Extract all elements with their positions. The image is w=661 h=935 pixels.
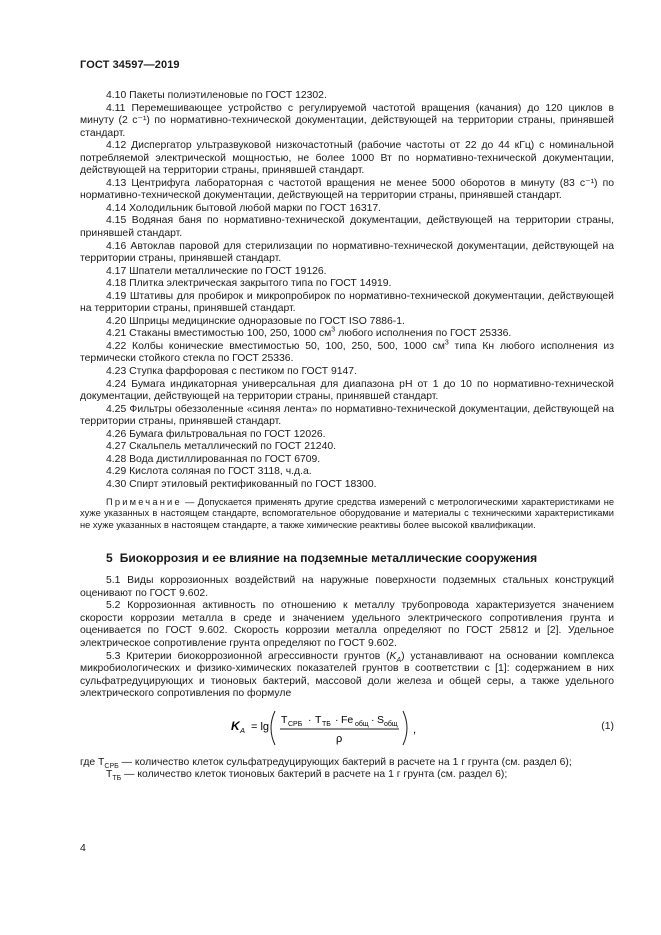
equation-number: (1) xyxy=(601,720,614,732)
document-body xyxy=(80,90,614,782)
item-4-22: 4.22 Колбы конические вместимостью 50, 100, 250, 500, 1000 $см^3$ типа Кн любого исполнения из термически стойкого стекла по ГОСТ 25336. xyxy=(80,339,614,365)
item-4-11: 4.11 Перемешивающее устройство с регулируемой частотой вращения (качания) до 120 циклов в минуту (2 с⁻¹) по нормативно-технической документации, действующей на территории страны, принявшей стандарт. xyxy=(80,102,614,139)
section-title: Биокоррозия и ее влияние на подземные металлические сооружения xyxy=(119,551,538,566)
item-4-12: 4.12 Диспергатор ультразвуковой низкочастотный (рабочие частоты от 22 до 44 кГц) с номинальной потребляемой электрической мощностью, не более 1000 Вт по нормативно-технической документации, действующей на территории страны, принявшей стандарт. xyxy=(80,140,614,177)
item-4-19: 4.19 Штативы для пробирок и микропробирок по нормативно-технической документации, действующей на территории страны, принявшей стандарт. xyxy=(80,290,614,315)
formula-t4: S xyxy=(377,713,385,726)
item-4-17: 4.17 Шпатели металлические по ГОСТ 19126. xyxy=(106,265,327,277)
note-label: Примечание xyxy=(106,496,182,507)
item-4-24: 4.24 Бумага индикаторная универсальная для диапазона рН от 1 до 10 по нормативно-технической документации, действующей на территории страны, принявшей стандарт. xyxy=(80,378,614,403)
item-4-10: 4.10 Пакеты полиэтиленовые по ГОСТ 12302. xyxy=(106,90,327,101)
formula-lhs: K xyxy=(231,718,240,733)
paragraph-5-3: 5.3 Критерии биокоррозионной агрессивности грунтов $(K_A)$ устанавливают на основании комплекса микробиологических и физико-химических показателей грунтов в соответствии с [1]: содержанием в них сульфатредуцирующих и тионовых бактерий, массовой доли железа и общей серы, а также удельного электрического сопротивления по формуле xyxy=(80,650,614,700)
formula-tail: , xyxy=(413,723,417,736)
item-4-25: 4.25 Фильтры обеззоленные «синяя лента» по нормативно-технической документации, действующей на территории страны, принявшей стандарт. xyxy=(80,403,614,428)
formula-denominator: ρ xyxy=(336,732,343,745)
item-4-15: 4.15 Водяная баня по нормативно-технической документации, действующей на территории страны, принявшей стандарт. xyxy=(80,215,614,240)
item-4-26: 4.26 Бумага фильтровальная по ГОСТ 12026. xyxy=(106,428,326,440)
page-number: 4 xyxy=(80,842,86,854)
section-number: 5 xyxy=(106,551,113,566)
formula-t1-sub: СРБ xyxy=(288,720,303,728)
formula-right-paren xyxy=(403,711,407,745)
formula-t4-sub: общ xyxy=(384,720,398,728)
formula-row xyxy=(80,705,614,751)
item-4-18: 4.18 Плитка электрическая закрытого типа по ГОСТ 14919. xyxy=(106,278,392,290)
formula-lhs-sub: A xyxy=(240,725,246,735)
formula-t3-sub: общ xyxy=(355,720,369,728)
item-4-30: 4.30 Спирт этиловый ректификованный по ГОСТ 18300. xyxy=(106,478,377,490)
where-block xyxy=(80,757,614,782)
formula-dot-2: · xyxy=(335,713,339,726)
where-line-2: $T_{ТБ}$ — количество клеток тионовых бактерий в расчете на 1 г грунта (см. раздел 6); xyxy=(106,769,508,783)
formula-t3: Fe xyxy=(341,713,354,726)
formula-dot-3: · xyxy=(371,713,375,726)
item-4-23: 4.23 Ступка фарфоровая с пестиком по ГОСТ 9147. xyxy=(106,366,357,378)
note-text: — Допускается применять другие средства измерений с метрологическими характеристиками не хуже указанных в настоящем стандарте, вспомогательное оборудование и материалы с техническими характеристиками не хуже указанных в настоящем стандарте, а также химические реактивы более высокой квалификации. xyxy=(80,496,614,530)
where-line-1: где $T_{СРБ}$ — количество клеток сульфатредуцирующих бактерий в расчете на 1 г грунта (см. раздел 6); xyxy=(80,756,572,770)
formula-left-paren xyxy=(271,711,275,745)
item-4-14: 4.14 Холодильник бытовой любой марки по ГОСТ 16317. xyxy=(106,202,382,214)
item-4-16: 4.16 Автоклав паровой для стерилизации по нормативно-технической документации, действующей на территории страны, принявшей стандарт. xyxy=(80,240,614,265)
section-heading xyxy=(80,551,614,565)
paragraph-5-1: 5.1 Виды коррозионных воздействий на наружные поверхности подземных стальных конструкций оценивают по ГОСТ 9.602. xyxy=(80,575,614,599)
item-4-28: 4.28 Вода дистиллированная по ГОСТ 6709. xyxy=(106,453,321,465)
document-header: ГОСТ 34597—2019 xyxy=(80,59,180,71)
item-4-21: 4.21 Стаканы вместимостью 100, 250, 1000 $см^3$ любого исполнения по ГОСТ 25336. xyxy=(106,326,512,340)
formula-t2-sub: ТБ xyxy=(322,720,331,728)
item-4-13: 4.13 Центрифуга лабораторная с частотой вращения не менее 5000 оборотов в минуту (83 с⁻¹) по нормативно-технической документации, действующей на территории страны, принявшей стандарт. xyxy=(80,177,614,202)
item-4-20: 4.20 Шприцы медицинские одноразовые по ГОСТ ISO 7886-1. xyxy=(106,315,405,327)
item-4-29: 4.29 Кислота соляная по ГОСТ 3118, ч.д.а. xyxy=(106,466,312,478)
formula-dot-1: · xyxy=(308,713,312,726)
formula-ka xyxy=(231,705,431,751)
formula-eq: = lg xyxy=(251,720,270,733)
formula-t2: T xyxy=(315,713,322,726)
formula-t1: T xyxy=(281,713,288,726)
note-paragraph xyxy=(80,497,614,532)
item-4-27: 4.27 Скальпель металлический по ГОСТ 21240. xyxy=(106,441,337,453)
paragraph-5-2: 5.2 Коррозионная активность по отношению к металлу трубопровода характеризуется значением скорости коррозии металла в среде и значением удельного электрического сопротивления грунта и оценивается по ГОСТ 9.602. Скорость коррозии металла определяют по ГОСТ 25812 и [2]. Удельное электрическое сопротивление грунта определяют по ГОСТ 9.602. xyxy=(80,600,614,650)
